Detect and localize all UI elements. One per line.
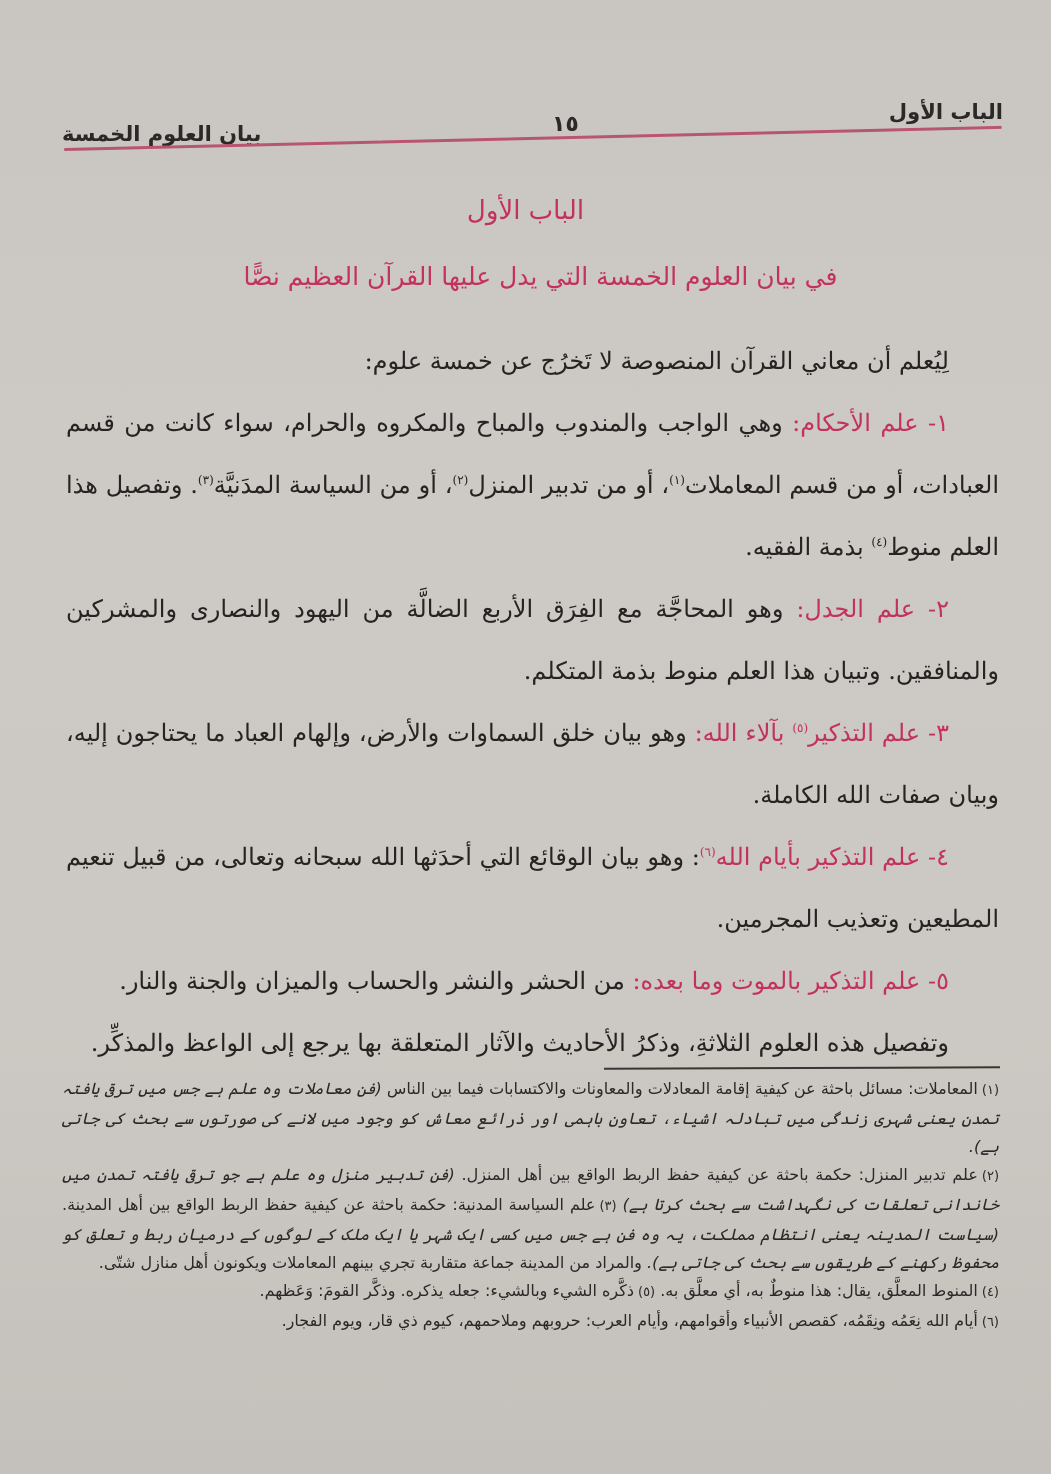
footnote-3-arabic: علم السياسة المدنية: حكمة باحثة عن كيفية حفظ الربط الواقع بين أهل المدينة. — [62, 1195, 596, 1214]
item-1-text: وهي الواجب والمندوب والمباح والمكروه والحرام، سواء كانت من قسم العبادات، أو من قسم المعاملات — [66, 409, 1000, 499]
item-1-label: ١- علم الأحكام: — [792, 409, 949, 437]
running-header-chapter: الباب الأول — [888, 100, 1003, 124]
footnote-2-arabic: علم تدبير المنزل: حكمة باحثة عن كيفية حفظ الربط الواقع بين أهل المنزل. — [461, 1165, 978, 1184]
item-5-paragraph — [66, 950, 999, 1012]
item-1-text-4: . وتفصيل هذا العلم منوط — [66, 471, 999, 561]
footnote-4-number: (٤) — [981, 1285, 999, 1300]
footnote-1 — [62, 1075, 999, 1161]
closing-paragraph: وتفصيل هذه العلوم الثلاثةِ، وذكرُ الأحاديث والآثار المتعلقة بها يرجع إلى الواعظ والمذكِّر. — [90, 1029, 949, 1057]
running-header-topic: بيان العلوم الخمسة — [62, 122, 262, 146]
footnotes — [62, 1075, 999, 1337]
footnote-ref-3[interactable]: (٣) — [197, 473, 214, 487]
item-2-paragraph — [66, 578, 999, 702]
chapter-subtitle: في بيان العلوم الخمسة التي يدل عليها القرآن العظيم نصًّا — [243, 262, 838, 291]
footnote-2-3 — [62, 1161, 999, 1277]
footnote-1-arabic: المعاملات: مسائل باحثة عن كيفية إقامة المعادلات والمعاونات والاكتسابات فيما بين الناس — [386, 1079, 978, 1098]
footnote-6-arabic: أيام الله نِعَمُه ونِقَمُه، كقصص الأنبياء وأقوامهم، وأيام العرب: حروبهم وملاحمهم، كيوم ذي قار، ويوم الفجار. — [281, 1311, 978, 1330]
page-number: ١٥ — [552, 112, 579, 137]
item-1-text-5: بذمة الفقيه. — [745, 533, 872, 561]
footnote-ref-1[interactable]: (١) — [669, 473, 685, 487]
footnote-6 — [62, 1307, 999, 1337]
item-5-label: ٥- علم التذكير بالموت وما بعده: — [632, 967, 949, 995]
running-header — [62, 100, 1003, 150]
item-3-text: وهو بيان خلق السماوات والأرض، وإلهام العباد ما يحتاجون إليه، وبيان صفات الله الكاملة. — [66, 719, 999, 809]
intro-paragraph: لِيُعلم أن معاني القرآن المنصوصة لا تَخرُج عن خمسة علوم: — [364, 347, 949, 375]
footnote-4-arabic: المنوط المعلَّق، يقال: هذا منوطٌ به، أي معلَّق به. — [660, 1281, 978, 1300]
footnote-2-urdu: (فن تدبیر منزل وہ علم ہے جو ترقی یافتہ تمدن میں خاندانی تعلقات کی نگہداشت سے بحث کرتا ہے) — [62, 1165, 1000, 1214]
footnote-6-number: (٦) — [981, 1315, 999, 1330]
item-1-paragraph — [66, 392, 999, 578]
item-2-text: وهو المحاجَّة مع الفِرَق الأربع الضالَّة من اليهود والنصارى والمشركين والمنافقين. وتبيان هذا العلم منوط بذمة المتكلم. — [66, 595, 999, 685]
item-4-paragraph — [66, 826, 999, 950]
item-5-text: من الحشر والنشر والحساب والميزان والجنة والنار. — [119, 967, 633, 995]
chapter-title: الباب الأول — [466, 196, 585, 226]
item-3-label-b: بآلاء الله: — [694, 719, 793, 747]
footnote-5-arabic: ذكَّره الشيء وبالشيء: جعله يذكره. وذكَّر القومَ: وَعَظهم. — [259, 1281, 634, 1300]
footnote-1-urdu: (فن معاملات وہ علم ہے جس میں ترقی یافتہ تمدن یعنی شہری زندگی میں تبادلہ اشیاء، تعاون باہمی اور ذرائع معاش کو وجود میں لانے کی صورتوں سے بحث کی جاتی ہے). — [62, 1079, 999, 1156]
footnote-4-5 — [62, 1277, 999, 1307]
footnote-ref-6[interactable]: (٦) — [699, 845, 716, 859]
body-text — [66, 330, 999, 1074]
item-2-label: ٢- علم الجدل: — [796, 595, 949, 623]
item-1-text-3: ، أو من السياسة المدَنيَّة — [213, 471, 453, 499]
footnote-3-arabic-2: والمراد من المدينة جماعة متقاربة تجري بينهم المعاملات ويكونون أهل منازل شتّى. — [98, 1253, 647, 1272]
item-1-text-2: ، أو من تدبير المنزل — [468, 471, 670, 499]
footnote-2-number: (٢) — [981, 1169, 1000, 1184]
footnote-ref-4[interactable]: (٤) — [871, 535, 888, 549]
item-4-text: : وهو بيان الوقائع التي أحدَثها الله سبحانه وتعالى، من قبيل تنعيم المطيعين وتعذيب المجرمين. — [66, 843, 999, 933]
item-4-label: ٤- علم التذكير بأيام الله — [715, 843, 950, 871]
footnote-ref-2[interactable]: (٢) — [452, 473, 469, 487]
footnote-3-number: (٣) — [599, 1199, 617, 1214]
item-3-paragraph — [66, 702, 999, 826]
footnote-1-number: (١) — [981, 1083, 1000, 1098]
item-3-label: ٣- علم التذكير — [808, 719, 949, 747]
footnote-ref-5[interactable]: (٥) — [792, 721, 809, 735]
footnote-3-urdu: (سیاست المدینہ یعنی انتظام مملکت، یہ وہ فن ہے جس میں کسی ایک شہر یا ایک ملک کے لوگوں کے درمیان ربط و تعلق کو محفوظ رکھنے کے طریقوں سے بحث کی جاتی ہے). — [62, 1225, 999, 1272]
footnote-5-number: (٥) — [637, 1285, 656, 1300]
